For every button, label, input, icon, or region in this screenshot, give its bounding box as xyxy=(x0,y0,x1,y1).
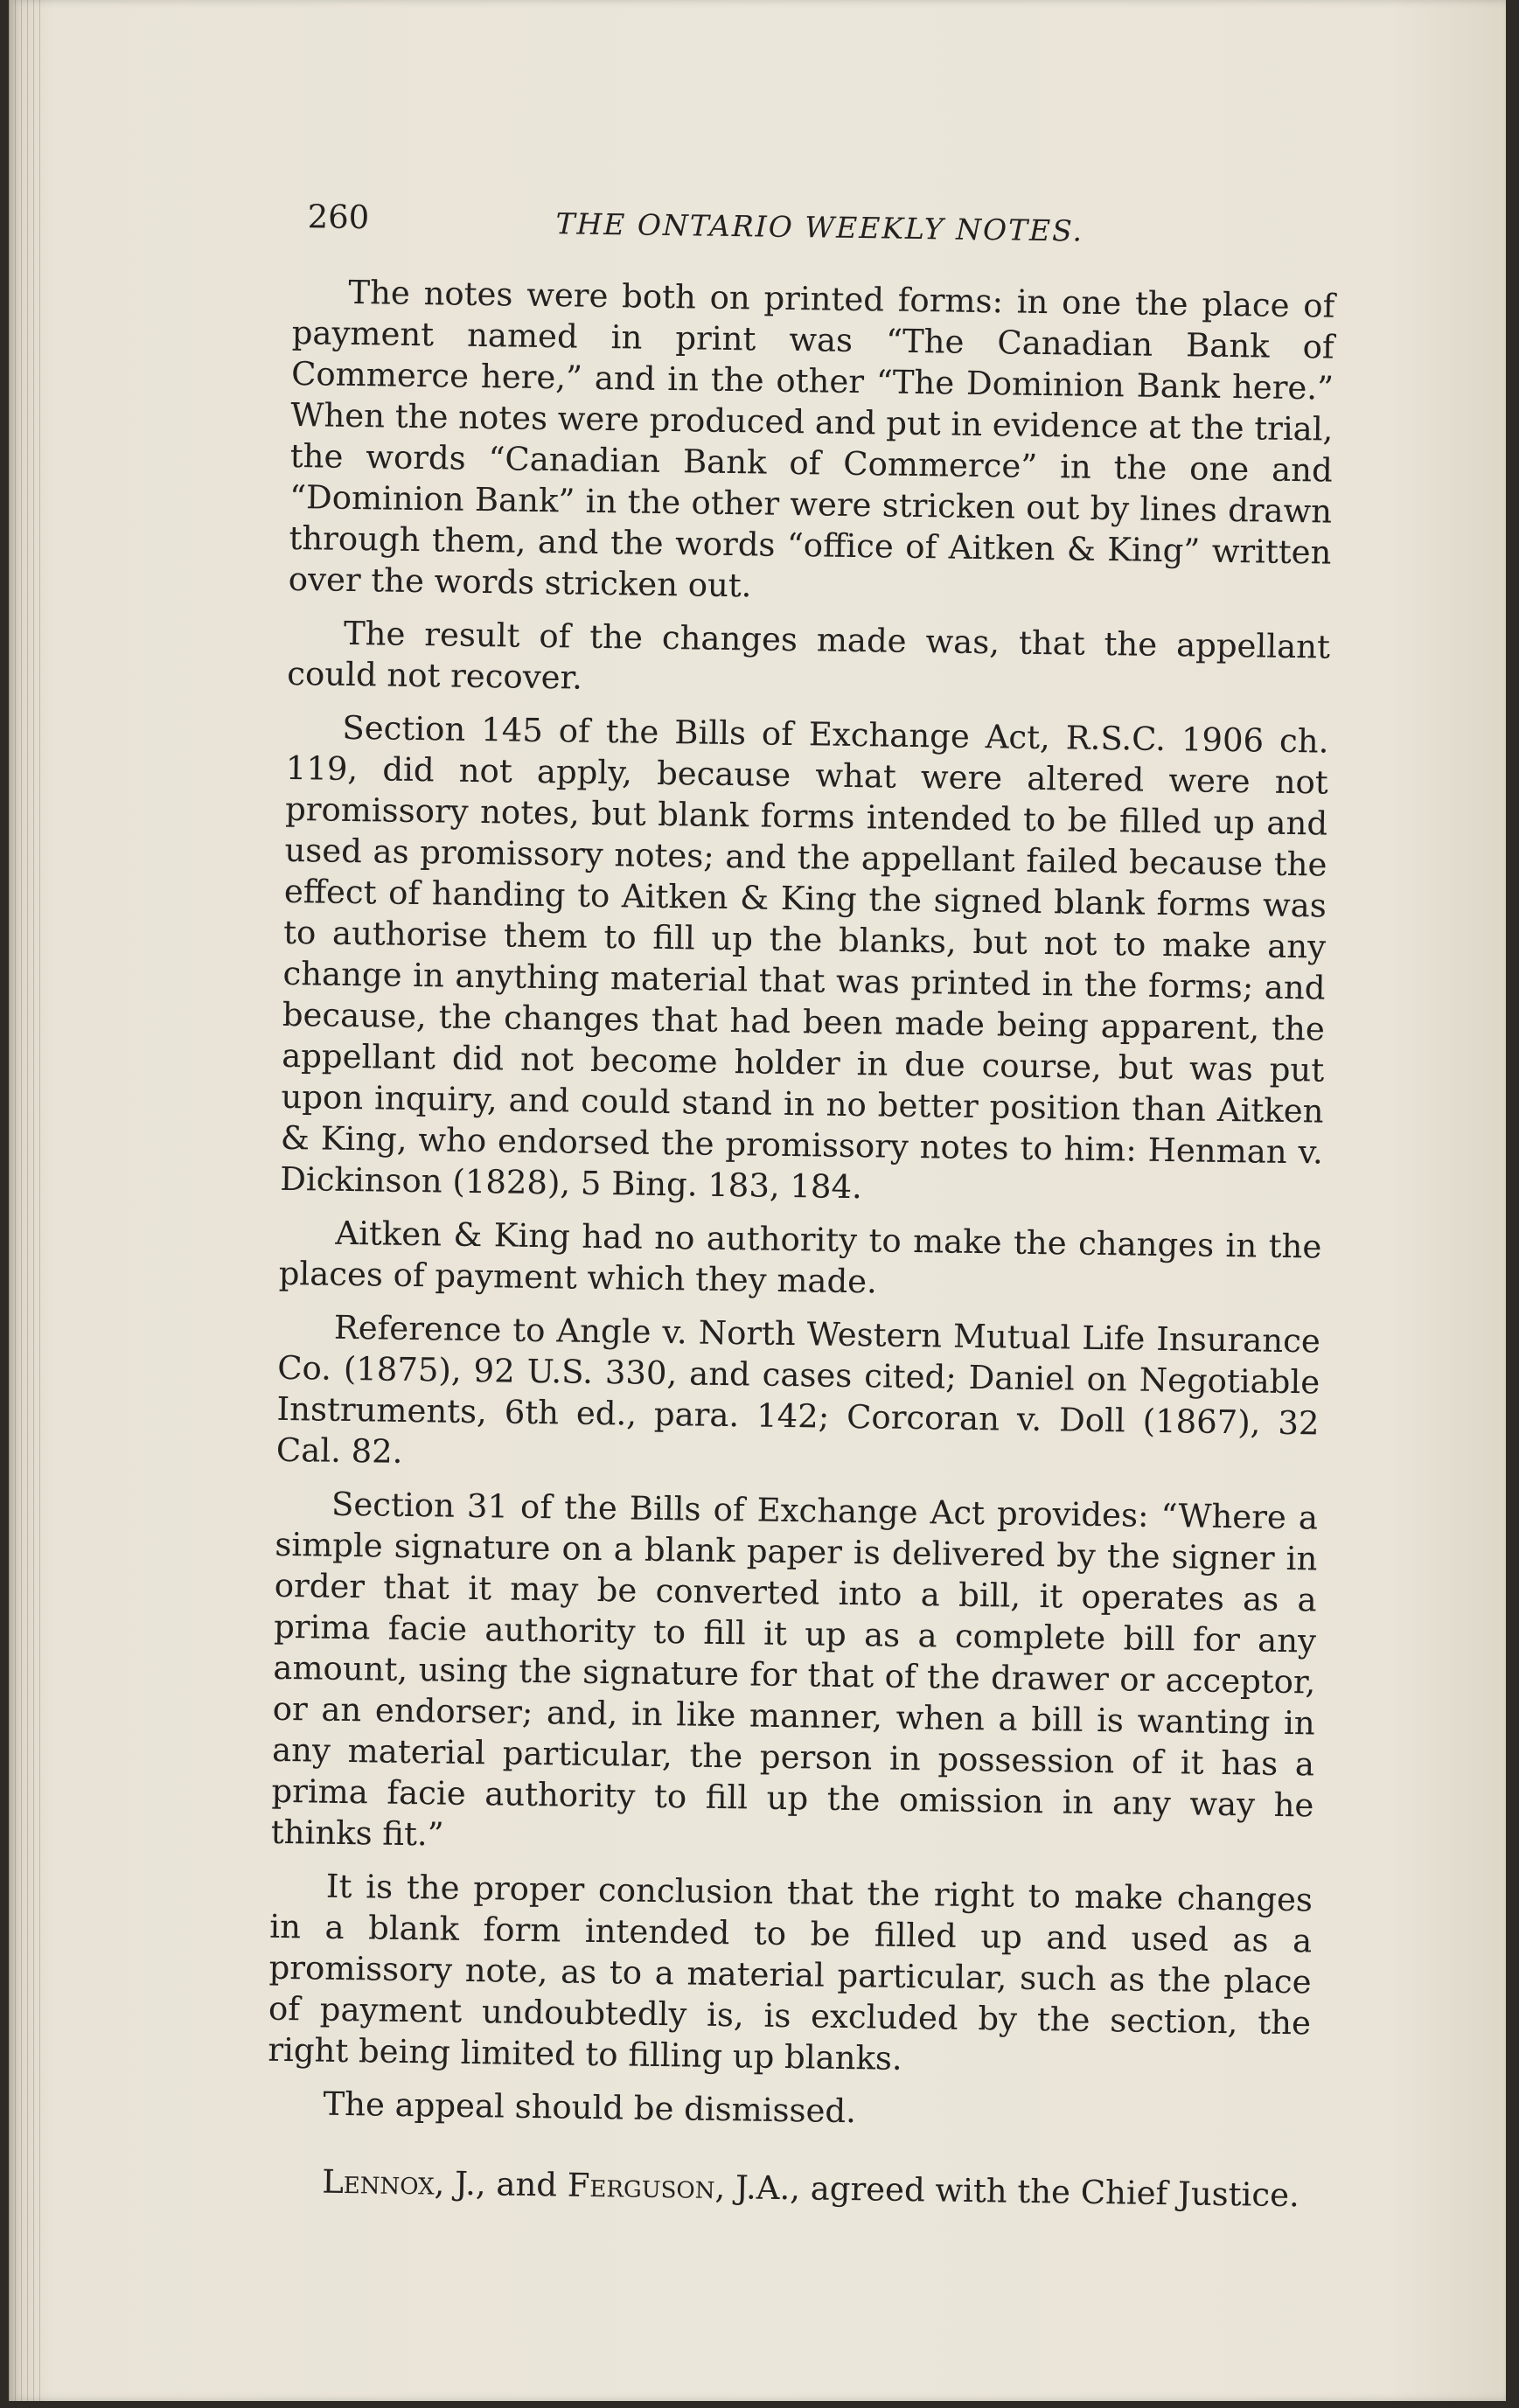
concurrence-connector: , and xyxy=(475,2165,568,2204)
page-gutter-edges xyxy=(9,0,44,2401)
paragraph-section-145: Section 145 of the Bills of Exchange Act, R.S.C. 1906 ch. 119, did not apply, because what were altered were not promissory notes, but blank forms intended to be filled up and used as promissory notes; and the appellant failed because the effect of handing to Aitken & King the signed blank forms was to authorise them to fill up the blanks, but not to make any change in anything material that was printed in the forms; and because, the changes that had been made being apparent, the appellant did not become holder in due course, but was put upon inquiry, and could stand in no better position than Aitken & King, who endorsed the promissory notes to him: Henman v. Dickinson (1828), 5 Bing. 183, 184. xyxy=(279,708,1329,1207)
judge-name-ferguson: Ferguson, J.A. xyxy=(567,2166,791,2208)
paragraph-result: The result of the changes made was, that the appellant could not recover. xyxy=(287,614,1331,697)
paragraph-notes-forms: The notes were both on printed forms: in one the place of payment named in print was “The Canadian Bank of Commerce here,” and in the other “The Dominion Bank here.” When the notes were produced and put in evidence at the trial, the words “Canadian Bank of Commerce” in the one and “Dominion Bank” in the other were stricken out by lines drawn through them, and the words “office of Aitken & King” written over the words stricken out. xyxy=(288,273,1335,605)
page-content xyxy=(266,194,1336,2228)
paragraph-concurrence xyxy=(266,2161,1309,2217)
paragraph-no-authority: Aitken & King had no authority to make the changes in the places of payment which they made. xyxy=(278,1214,1322,1301)
book-page xyxy=(9,0,1506,2401)
concurrence-text: , agreed with the Chief Justice. xyxy=(789,2169,1300,2215)
paragraph-section-31: Section 31 of the Bills of Exchange Act provides: “Where a simple signature on a blank paper is delivered by the signer in order that it may be converted into a bill, it operates as a prima facie authority to fill it up as a complete bill for any amount, using the signature for that of the drawer or acceptor, or an endorser; and, in like manner, when a bill is wanting in any material particular, the person in possession of it has a prima facie authority to fill up the omission in any way he thinks fit.” xyxy=(270,1485,1319,1854)
paragraph-dismissed: The appeal should be dismissed. xyxy=(323,2084,857,2131)
running-title: THE ONTARIO WEEKLY NOTES. xyxy=(555,206,1084,248)
running-head xyxy=(293,194,1336,261)
paragraph-conclusion: It is the proper conclusion that the right to make changes in a blank form intended to be filled up and used as a promissory note, as to a material particular, such as the place of payment undoubtedly is, is excluded by the section, the right being limited to filling up blanks. xyxy=(268,1867,1313,2077)
paragraph-references: Reference to Angle v. North Western Mutual Life Insurance Co. (1875), 92 U.S. 330, and cases cited; Daniel on Negotiable Instruments, 6th ed., para. 142; Corcoran v. Doll (1867), 32 Cal. 82. xyxy=(275,1308,1321,1471)
judge-name-lennox: Lennox, J. xyxy=(321,2162,477,2203)
page-number: 260 xyxy=(307,198,370,237)
